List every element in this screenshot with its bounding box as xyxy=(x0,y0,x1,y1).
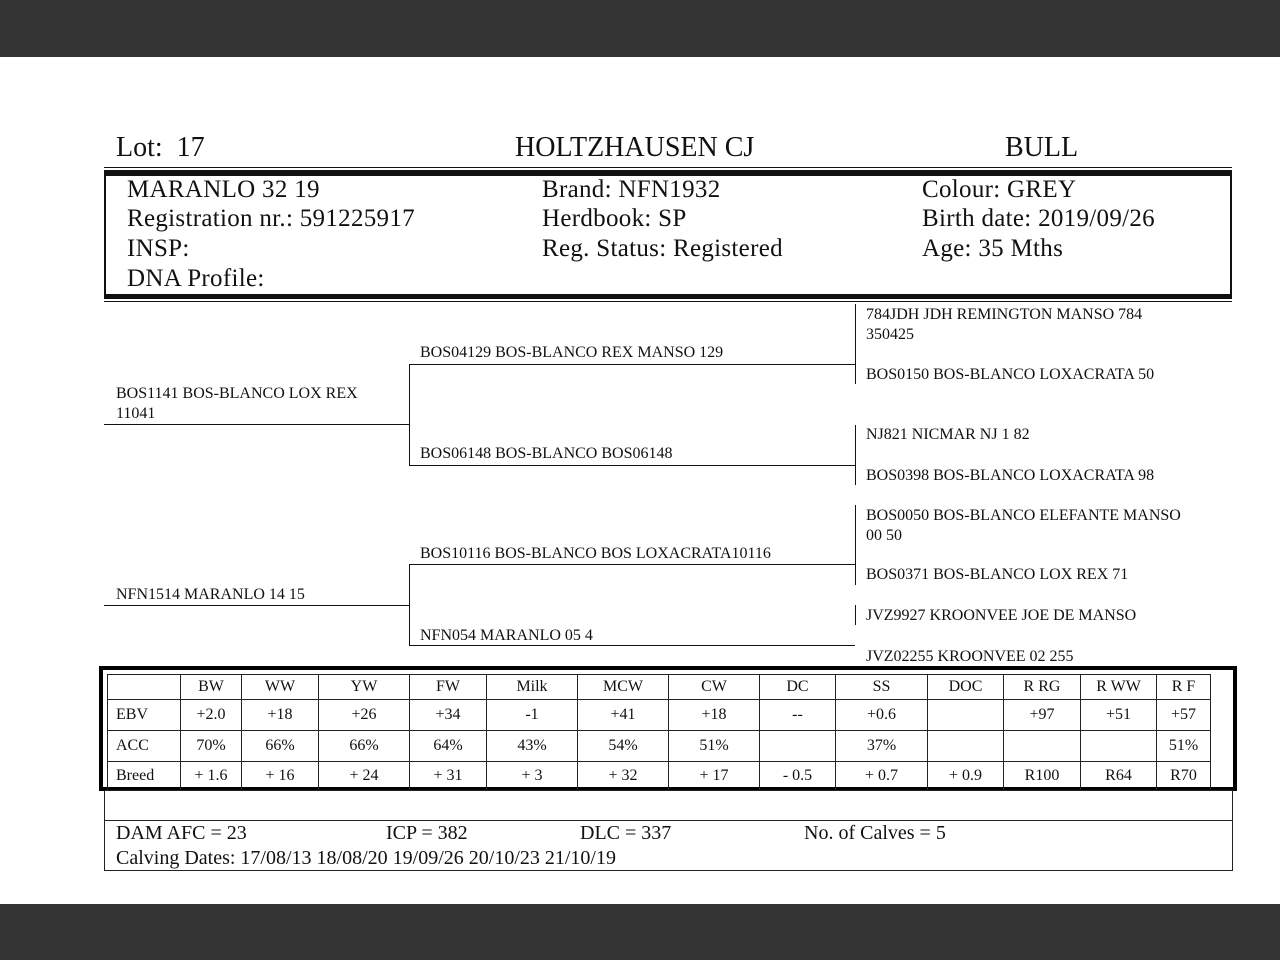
breeder-name: HOLTZHAUSEN CJ xyxy=(515,132,755,163)
ebv-cell xyxy=(1004,731,1081,762)
dam-afc: DAM AFC = 23 xyxy=(116,822,247,844)
pedigree-line-dam-down xyxy=(409,605,410,646)
pedigree-line-dam-up xyxy=(409,564,410,606)
ebv-header-cell: DC xyxy=(760,675,836,700)
ebv-header-cell: FW xyxy=(410,675,487,700)
ebv-cell: + 0.9 xyxy=(928,762,1004,791)
ebv-cell: 64% xyxy=(410,731,487,762)
ebv-cell: + 0.7 xyxy=(836,762,928,791)
info-border-left xyxy=(104,176,106,294)
ebv-header-cell: Milk xyxy=(487,675,578,700)
lot-number: 17 xyxy=(176,132,205,163)
pedigree-ggp-6: BOS0371 BOS-BLANCO LOX REX 71 xyxy=(866,566,1129,583)
bottom-dark-bar xyxy=(0,904,1280,960)
pedigree-dam-dam: NFN054 MARANLO 05 4 xyxy=(420,627,593,644)
ebv-cell xyxy=(1081,731,1157,762)
ebv-cell: R70 xyxy=(1157,762,1211,791)
ebv-cell xyxy=(760,731,836,762)
pedigree-dam: NFN1514 MARANLO 14 15 xyxy=(116,586,305,603)
ebv-cell xyxy=(928,700,1004,731)
ebv-cell: + 24 xyxy=(319,762,410,791)
ebv-cell: 66% xyxy=(319,731,410,762)
ebv-cell: +26 xyxy=(319,700,410,731)
info-divider-thin xyxy=(104,301,1232,302)
pedigree-line-sd-bracket xyxy=(855,425,856,485)
ebv-cell: 43% xyxy=(487,731,578,762)
ebv-row xyxy=(108,731,1211,762)
ebv-cell: + 32 xyxy=(578,762,669,791)
pedigree-ggp-3: NJ821 NICMAR NJ 1 82 xyxy=(866,426,1030,443)
ebv-row xyxy=(108,700,1211,731)
pedigree-line-sd xyxy=(409,465,855,466)
ebv-header-cell: YW xyxy=(319,675,410,700)
ebv-header-cell: SS xyxy=(836,675,928,700)
ebv-cell: + 31 xyxy=(410,762,487,791)
pedigree-sire-sire: BOS04129 BOS-BLANCO REX MANSO 129 xyxy=(420,344,724,361)
ebv-cell: +18 xyxy=(242,700,319,731)
ebv-header-cell xyxy=(108,675,181,700)
ebv-cell: +2.0 xyxy=(181,700,242,731)
pedigree-line-sire xyxy=(104,424,410,425)
pedigree-ggp-4: BOS0398 BOS-BLANCO LOXACRATA 98 xyxy=(866,467,1155,484)
ebv-cell: +41 xyxy=(578,700,669,731)
top-dark-bar xyxy=(0,0,1280,57)
ebv-header-cell: DOC xyxy=(928,675,1004,700)
pedigree-ggp-7: JVZ9927 KROONVEE JOE DE MANSO xyxy=(866,607,1137,624)
calving-dates: Calving Dates: 17/08/13 18/08/20 19/09/26 20/10/23 21/10/19 xyxy=(116,847,616,869)
ebv-cell: +97 xyxy=(1004,700,1081,731)
pedigree-sire: BOS1141 BOS-BLANCO LOX REX 11041 xyxy=(116,385,358,422)
lot-label: Lot: 17 xyxy=(116,132,205,163)
pedigree-line-sire-up xyxy=(409,364,410,425)
registration-number: Registration nr.: 591225917 xyxy=(127,205,415,232)
pedigree-line-ds-bracket xyxy=(855,505,856,585)
ebv-header-cell: WW xyxy=(242,675,319,700)
ebv-cell: +51 xyxy=(1081,700,1157,731)
ebv-cell: + 3 xyxy=(487,762,578,791)
animal-sex: BULL xyxy=(1005,132,1079,163)
pedigree-ggp-5: BOS0050 BOS-BLANCO ELEFANTE MANSO 00 50 xyxy=(866,507,1181,544)
pedigree-line-ss xyxy=(409,364,855,365)
ebv-cell: 54% xyxy=(578,731,669,762)
dam-icp: ICP = 382 xyxy=(386,822,468,844)
insp-label: INSP: xyxy=(127,235,190,262)
info-border-right xyxy=(1230,176,1232,294)
ebv-cell: 37% xyxy=(836,731,928,762)
pedigree-ggp-8: JVZ02255 KROONVEE 02 255 xyxy=(866,648,1074,665)
ebv-cell: 51% xyxy=(1157,731,1211,762)
ebv-cell: - 0.5 xyxy=(760,762,836,791)
ebv-row xyxy=(108,762,1211,791)
dam-dlc: DLC = 337 xyxy=(580,822,672,844)
pedigree-dam-sire: BOS10116 BOS-BLANCO BOS LOXACRATA10116 xyxy=(420,545,771,562)
info-divider-thick xyxy=(104,294,1232,299)
birth-date: Birth date: 2019/09/26 xyxy=(922,205,1155,232)
animal-name: MARANLO 32 19 xyxy=(127,176,320,203)
ebv-cell: -- xyxy=(760,700,836,731)
pedigree-line-dd-bracket xyxy=(855,605,856,625)
ebv-cell: +0.6 xyxy=(836,700,928,731)
ebv-header-cell: MCW xyxy=(578,675,669,700)
ebv-row-label: EBV xyxy=(108,700,181,731)
dna-profile-label: DNA Profile: xyxy=(127,265,265,292)
ebv-cell: +57 xyxy=(1157,700,1211,731)
dam-info-divider xyxy=(104,820,1233,821)
pedigree-ggp-2: BOS0150 BOS-BLANCO LOXACRATA 50 xyxy=(866,366,1155,383)
ebv-cell xyxy=(928,731,1004,762)
ebv-cell: R100 xyxy=(1004,762,1081,791)
age: Age: 35 Mths xyxy=(922,235,1064,262)
ebv-cell: + 17 xyxy=(669,762,760,791)
pedigree-sire-dam: BOS06148 BOS-BLANCO BOS06148 xyxy=(420,445,673,462)
ebv-cell: R64 xyxy=(1081,762,1157,791)
pedigree-line-dd xyxy=(409,645,855,646)
dam-calves: No. of Calves = 5 xyxy=(804,822,946,844)
ebv-header-row xyxy=(108,675,1211,700)
ebv-cell: 66% xyxy=(242,731,319,762)
ebv-cell: 51% xyxy=(669,731,760,762)
ebv-row-label: Breed xyxy=(108,762,181,791)
ebv-cell: +18 xyxy=(669,700,760,731)
ebv-cell: +34 xyxy=(410,700,487,731)
ebv-cell: + 1.6 xyxy=(181,762,242,791)
brand: Brand: NFN1932 xyxy=(542,176,721,203)
ebv-header-cell: CW xyxy=(669,675,760,700)
header-divider-thin xyxy=(104,167,1232,168)
pedigree-line-dam xyxy=(104,605,410,606)
ebv-header-cell: BW xyxy=(181,675,242,700)
ebv-row-label: ACC xyxy=(108,731,181,762)
ebv-header-cell: R WW xyxy=(1081,675,1157,700)
colour: Colour: GREY xyxy=(922,176,1077,203)
herdbook: Herdbook: SP xyxy=(542,205,687,232)
ebv-header-cell: R F xyxy=(1157,675,1211,700)
ebv-cell: 70% xyxy=(181,731,242,762)
pedigree-line-sire-down xyxy=(409,424,410,466)
pedigree-line-ss-bracket xyxy=(855,304,856,384)
pedigree-line-ds xyxy=(409,564,855,565)
ebv-table xyxy=(107,674,1211,791)
ebv-cell: + 16 xyxy=(242,762,319,791)
pedigree-ggp-1: 784JDH JDH REMINGTON MANSO 784 350425 xyxy=(866,306,1143,343)
ebv-header-cell: R RG xyxy=(1004,675,1081,700)
ebv-cell: -1 xyxy=(487,700,578,731)
reg-status: Reg. Status: Registered xyxy=(542,235,783,262)
